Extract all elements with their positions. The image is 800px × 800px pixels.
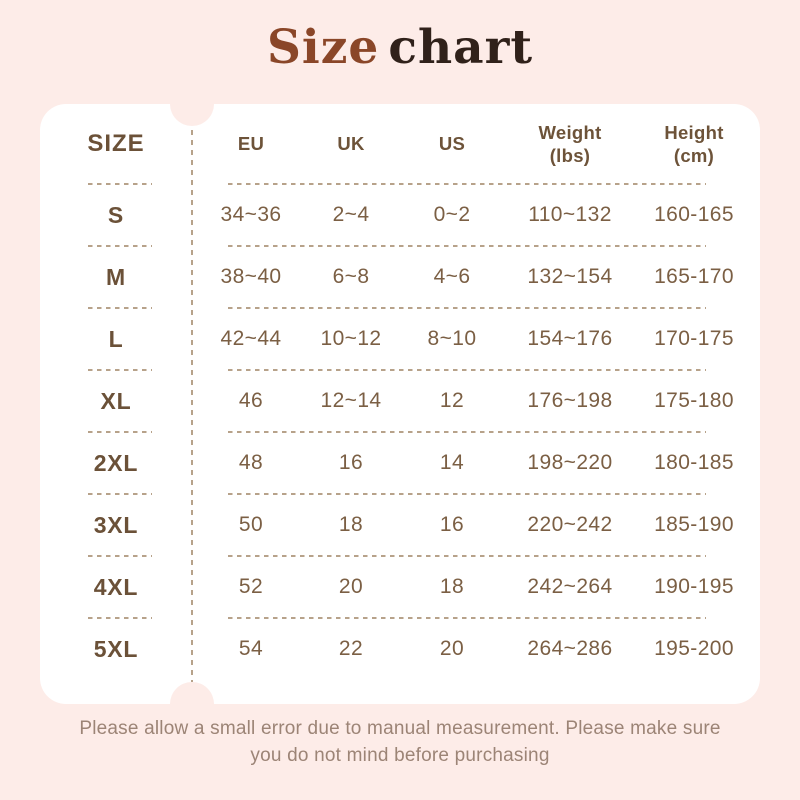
column-header-uk: UK	[337, 133, 365, 154]
size-column-dashed-divider	[191, 130, 193, 682]
data-cell: 46	[238, 389, 264, 412]
data-cell: 8~10	[427, 327, 477, 350]
data-cell: 54	[238, 637, 264, 660]
height-header-sublabel: (cm)	[673, 145, 715, 166]
data-columns-dash	[228, 245, 706, 247]
size-label-cell: 3XL	[93, 511, 139, 538]
data-cell: 12	[439, 389, 465, 412]
size-column-dash	[88, 369, 152, 371]
size-column-dash	[88, 307, 152, 309]
size-column-dash	[88, 555, 152, 557]
data-cell: 176~198	[527, 389, 613, 412]
data-cell: 180-185	[654, 451, 734, 474]
data-cell: 34~36	[220, 203, 282, 226]
data-cell: 198~220	[527, 451, 613, 474]
size-label-cell: XL	[100, 387, 132, 414]
data-cell: 195-200	[654, 637, 734, 660]
data-cell: 18	[338, 513, 364, 536]
column-header-eu: EU	[237, 133, 265, 154]
data-cell: 2~4	[332, 203, 370, 226]
data-cell: 185-190	[654, 513, 734, 536]
data-cell: 190-195	[654, 575, 734, 598]
data-cell: 175-180	[654, 389, 734, 412]
size-label-cell: 4XL	[93, 573, 139, 600]
data-cell: 42~44	[220, 327, 282, 350]
data-cell: 20	[338, 575, 364, 598]
data-cell: 16	[338, 451, 364, 474]
data-cell: 22	[338, 637, 364, 660]
size-chart-card	[40, 104, 760, 704]
data-columns-dash	[228, 493, 706, 495]
footer-note	[60, 716, 740, 770]
column-header-size: SIZE	[87, 130, 145, 157]
data-cell: 12~14	[320, 389, 382, 412]
size-label-cell: 2XL	[93, 449, 139, 476]
data-cell: 242~264	[527, 575, 613, 598]
data-columns-dash	[228, 431, 706, 433]
size-label-cell: 5XL	[93, 635, 139, 662]
data-cell: 160-165	[654, 203, 734, 226]
column-header-weight	[512, 104, 628, 184]
column-header-us: US	[438, 133, 466, 154]
table-row	[40, 494, 760, 556]
data-cell: 154~176	[527, 327, 613, 350]
size-column-dash	[88, 183, 152, 185]
table-row	[40, 556, 760, 618]
data-cell: 16	[439, 513, 465, 536]
data-cell: 18	[439, 575, 465, 598]
data-cell: 50	[238, 513, 264, 536]
data-cell: 165-170	[654, 265, 734, 288]
size-label-cell: M	[106, 263, 126, 290]
table-row	[40, 432, 760, 494]
page-title	[0, 20, 800, 76]
data-cell: 264~286	[527, 637, 613, 660]
size-label-cell: S	[107, 201, 125, 228]
table-header-row	[40, 104, 760, 184]
data-cell: 170-175	[654, 327, 734, 350]
size-column-dash	[88, 431, 152, 433]
data-cell: 4~6	[433, 265, 471, 288]
data-cell: 48	[238, 451, 264, 474]
data-cell: 38~40	[220, 265, 282, 288]
size-column-dash	[88, 493, 152, 495]
table-row	[40, 184, 760, 246]
table-row	[40, 618, 760, 680]
top-notch-cutout	[170, 82, 214, 126]
height-header-label: Height	[664, 121, 724, 143]
data-columns-dash	[228, 183, 706, 185]
data-cell: 6~8	[332, 265, 370, 288]
table-row	[40, 370, 760, 432]
table-row	[40, 308, 760, 370]
size-label-cell: L	[108, 325, 124, 352]
data-columns-dash	[228, 617, 706, 619]
title-word-size: Size	[266, 20, 380, 75]
data-cell: 52	[238, 575, 264, 598]
column-header-height	[628, 104, 760, 184]
data-columns-dash	[228, 307, 706, 309]
data-cell: 220~242	[527, 513, 613, 536]
data-cell: 10~12	[320, 327, 382, 350]
data-cell: 110~132	[528, 203, 612, 226]
data-cell: 0~2	[433, 203, 471, 226]
data-cell: 14	[439, 451, 465, 474]
data-columns-dash	[228, 555, 706, 557]
data-columns-dash	[228, 369, 706, 371]
data-cell: 132~154	[527, 265, 613, 288]
weight-header-sublabel: (lbs)	[549, 145, 591, 166]
weight-header-label: Weight	[538, 121, 602, 143]
footer-note-text: Please allow a small error due to manual measurement. Please make sure you do not mind before purchasing	[79, 718, 721, 766]
table-row	[40, 246, 760, 308]
title-word-chart: chart	[388, 20, 534, 75]
table-body	[40, 184, 760, 680]
size-column-dash	[88, 245, 152, 247]
size-column-dash	[88, 617, 152, 619]
data-cell: 20	[439, 637, 465, 660]
